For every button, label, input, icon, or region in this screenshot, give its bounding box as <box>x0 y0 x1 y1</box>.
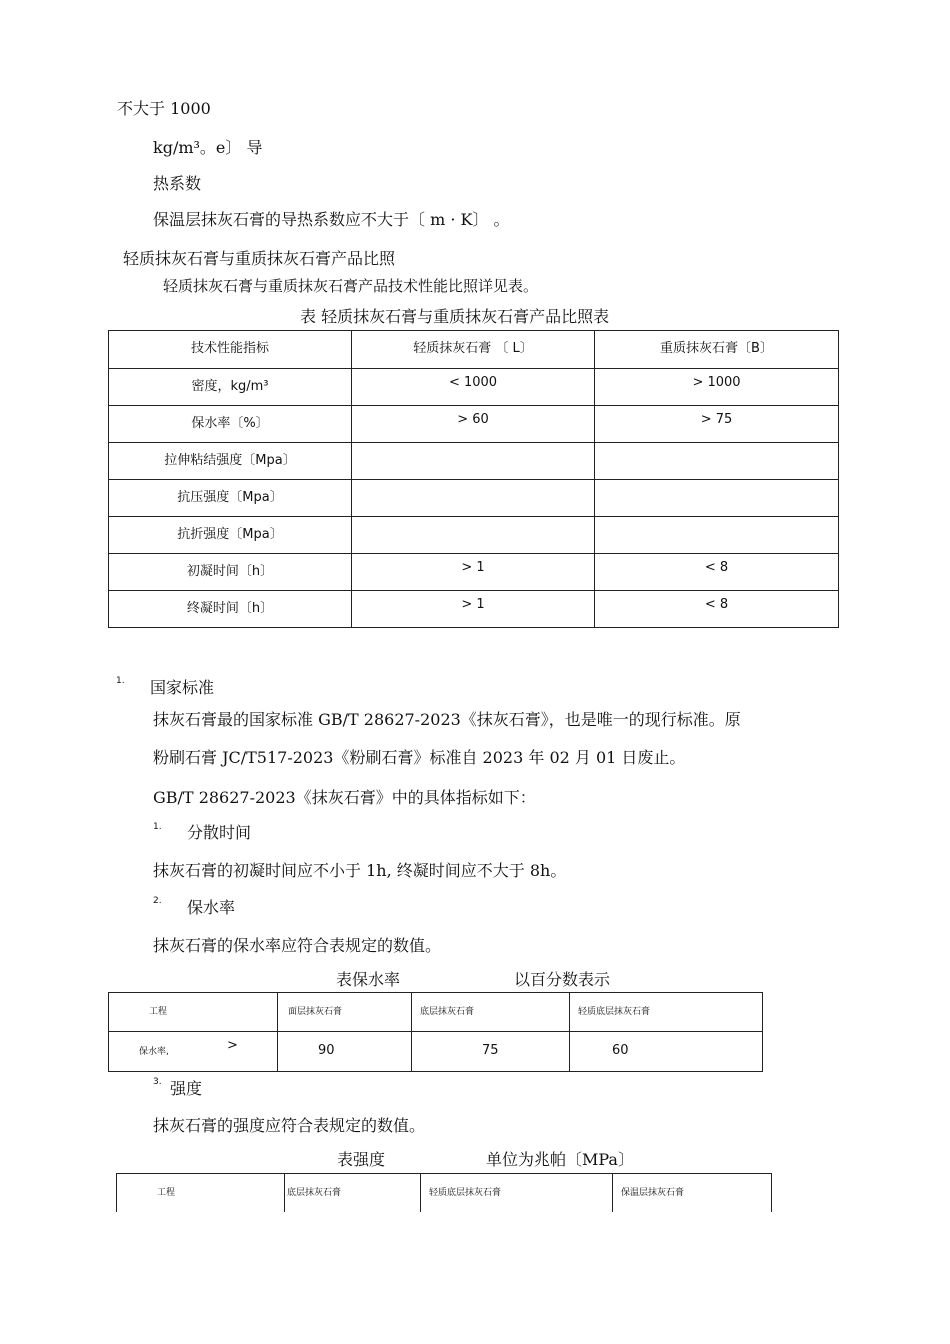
intro-line-1: 不大于 1000 <box>117 99 211 118</box>
subsection-number: 1. <box>153 822 162 832</box>
table-cell <box>595 517 839 554</box>
header-cell: 轻质底层抹灰石膏 <box>421 1174 613 1212</box>
intro-line-2: kg/m³。e〕 导 <box>153 138 263 157</box>
table-cell: > 1000 <box>595 369 839 406</box>
table-cell: < 8 <box>595 591 839 628</box>
compare-heading: 轻质抹灰石膏与重质抹灰石膏产品比照 <box>123 249 396 268</box>
table-cell: > 1 <box>352 554 595 591</box>
paragraph: 抹灰石膏的强度应符合表规定的数值。 <box>153 1116 426 1135</box>
comparison-table <box>108 330 839 628</box>
header-cell: 底层抹灰石膏 <box>412 993 570 1032</box>
table-cell: 90 <box>278 1032 412 1072</box>
subsection-heading: 保水率 <box>187 898 236 917</box>
subsection-heading: 强度 <box>170 1079 203 1098</box>
table-cell <box>352 443 595 480</box>
table-row <box>109 517 839 554</box>
paragraph: 抹灰石膏的保水率应符合表规定的数值。 <box>153 936 442 955</box>
table-cell <box>109 1032 278 1072</box>
table-cell: 初凝时间〔h〕 <box>109 554 352 591</box>
header-cell: 轻质抹灰石膏 〔 L〕 <box>352 331 595 369</box>
table-cell <box>352 517 595 554</box>
table-row <box>109 480 839 517</box>
table-cell: 终凝时间〔h〕 <box>109 591 352 628</box>
table-cell: < 1000 <box>352 369 595 406</box>
intro-line-4: 保温层抹灰石膏的导热系数应不大于〔 m · K〕 。 <box>153 210 510 229</box>
intro-line-3: 热系数 <box>153 174 202 193</box>
table-cell: 75 <box>412 1032 570 1072</box>
table-row <box>109 443 839 480</box>
table-cell: 保水率〔%〕 <box>109 406 352 443</box>
section-heading: 国家标准 <box>150 678 215 697</box>
table-cell: 60 <box>570 1032 763 1072</box>
header-cell: 工程 <box>109 993 278 1032</box>
strength-table <box>116 1173 772 1212</box>
table-unit: 单位为兆帕〔MPa〕 <box>486 1150 634 1169</box>
table-row <box>109 591 839 628</box>
header-cell: 底层抹灰石膏 <box>285 1174 421 1212</box>
table-cell: 拉伸粘结强度〔Mpa〕 <box>109 443 352 480</box>
table-cell <box>595 443 839 480</box>
section-number: 1. <box>116 676 125 686</box>
table-cell: 抗折强度〔Mpa〕 <box>109 517 352 554</box>
paragraph: 抹灰石膏的初凝时间应不小于 1h, 终凝时间应不大于 8h。 <box>153 861 567 880</box>
header-cell: 面层抹灰石膏 <box>278 993 412 1032</box>
table-cell: 密度，kg/m³ <box>109 369 352 406</box>
subsection-number: 3. <box>153 1077 162 1087</box>
compare-text: 轻质抹灰石膏与重质抹灰石膏产品技术性能比照详见表。 <box>163 277 539 295</box>
compare-table-caption: 表 轻质抹灰石膏与重质抹灰石膏产品比照表 <box>300 307 610 326</box>
paragraph: 抹灰石膏最的国家标准 GB/T 28627-2023《抹灰石膏》，也是唯一的现行标准。原 <box>153 710 741 729</box>
table-row <box>109 369 839 406</box>
table-header-row <box>117 1174 772 1212</box>
paragraph: GB/T 28627-2023《抹灰石膏》中的具体指标如下： <box>153 788 536 807</box>
table-row <box>109 554 839 591</box>
subsection-number: 2. <box>153 896 162 906</box>
table-caption: 表保水率 <box>336 970 401 989</box>
table-caption: 表强度 <box>337 1150 386 1169</box>
header-cell: 轻质底层抹灰石膏 <box>570 993 763 1032</box>
table-header-row <box>109 331 839 369</box>
table-cell: < 8 <box>595 554 839 591</box>
header-cell: 工程 <box>117 1174 285 1212</box>
paragraph: 粉刷石膏 JC/T517-2023《粉刷石膏》标准自 2023 年 02 月 01 日废止。 <box>153 748 686 767</box>
subsection-heading: 分散时间 <box>187 823 252 842</box>
header-cell: 技术性能指标 <box>109 331 352 369</box>
table-row <box>109 406 839 443</box>
table-cell: > 60 <box>352 406 595 443</box>
table-cell: 抗压强度〔Mpa〕 <box>109 480 352 517</box>
table-header-row <box>109 993 763 1032</box>
header-cell: 保温层抹灰石膏 <box>613 1174 772 1212</box>
table-cell: > 75 <box>595 406 839 443</box>
row-label: 保水率, <box>139 1047 169 1057</box>
header-cell: 重质抹灰石膏〔B〕 <box>595 331 839 369</box>
table-cell <box>595 480 839 517</box>
table-cell <box>352 480 595 517</box>
table-row <box>109 1032 763 1072</box>
table-unit: 以百分数表示 <box>514 970 611 989</box>
water-retention-table <box>108 992 763 1072</box>
row-sign: > <box>227 1038 238 1053</box>
table-cell: > 1 <box>352 591 595 628</box>
